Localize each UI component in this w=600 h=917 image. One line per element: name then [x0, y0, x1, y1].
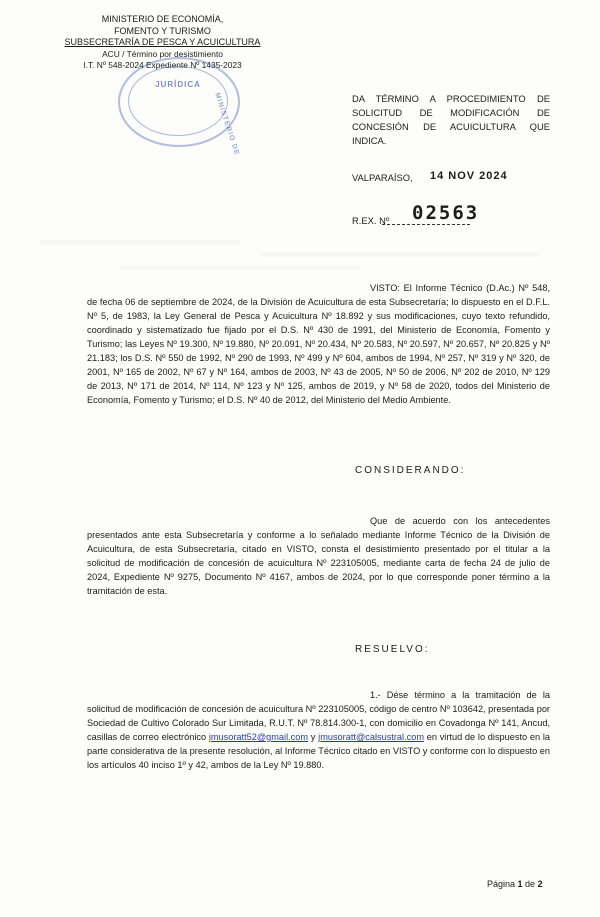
- point1-text-b: y: [308, 732, 319, 742]
- email-link-1[interactable]: jmusoratt52@gmail.com: [208, 732, 309, 742]
- considerando-heading: CONSIDERANDO:: [355, 465, 466, 476]
- ministry-line-2: FOMENTO Y TURISMO: [114, 25, 211, 36]
- point1-text-a: 1.- Dése término a la tramitación de la solicitud de modificación de concesión de acuicultura Nº 223105005, código de centro Nº 103642, presentada por Sociedad de Cultivo Colorado Sur Limitada, R.U.T. Nº 78.814.300-1, con domicilio en Covadonga Nº 141, Ancud, casillas de correo electrónico: [87, 690, 550, 742]
- page-middle: de: [522, 879, 538, 889]
- email-link-2[interactable]: jmusoratt@calsustral.com: [318, 732, 424, 742]
- bleed-through-mark: [120, 265, 360, 270]
- resuelvo-heading: RESUELVO:: [355, 644, 430, 655]
- resolution-label: R.EX. Nº: [352, 215, 390, 226]
- stamp-text: JURÍDICA: [155, 80, 201, 89]
- resolution-title: DA TÉRMINO A PROCEDIMIENTO DE SOLICITUD DE MODIFICACIÓN DE CONCESIÓN DE ACUICULTURA QUE INDICA.: [352, 93, 550, 146]
- total-pages: 2: [537, 879, 543, 889]
- reference-line-2: I.T. Nº 548-2024 Expediente Nº 1435-2023: [83, 60, 242, 71]
- ministry-line-1: MINISTERIO DE ECONOMÍA,: [101, 14, 224, 24]
- bleed-through-mark: [40, 240, 240, 245]
- resolution-number: 02563: [412, 202, 480, 224]
- page-prefix: Página: [487, 879, 518, 889]
- stamp-edge-text: MINISTERIO DE: [213, 92, 241, 157]
- bleed-through-mark: [260, 252, 540, 257]
- resolution-number-line: [382, 224, 470, 225]
- reference-line-1: ACU / Término por desistimiento: [102, 48, 223, 59]
- current-page: 1: [517, 879, 523, 889]
- date-stamp: 14 NOV 2024: [430, 170, 508, 182]
- point1-text-c: en virtud de lo dispuesto en la parte considerativa de la presente resolución, al Informe Técnico citado en VISTO y conforme con lo dispuesto en los artículos 40 inciso 1º y 42, ambos de la Ley Nº 19.880.: [87, 732, 551, 770]
- considerando-paragraph: Que de acuerdo con los antecedentes presentados ante esta Subsecretaría y conforme a lo señalado mediante Informe Técnico de la División de Acuicultura, de esta Subsecretaría, citado en VISTO, consta el desistimiento presentado por el titular a la solicitud de modificación de concesión de acuicultura Nº 223105005, mediante carta de fecha 24 de julio de 2024, Expediente Nº 9275, Documento Nº 4167, ambos de 2024, por lo que corresponde poner término a la tramitación de esta.: [87, 516, 550, 596]
- resolution-point-1: [87, 688, 550, 772]
- visto-paragraph: VISTO: El Informe Técnico (D.Ac.) Nº 548, de fecha 06 de septiembre de 2024, de la División de Acuicultura de esta Subsecretaría; lo dispuesto en el D.F.L. Nº 5, de 1983, la Ley General de Pesca y Acuicultura Nº 18.892 y sus modificaciones, cuyo texto refundido, coordinado y sistematizado fue fijado por el D.S. Nº 430 de 1991, del Ministerio de Economía, Fomento y Turismo; las Leyes Nº 19.300, Nº 19.880, Nº 20.091, Nº 20.434, Nº 20.583, Nº 20.597, Nº 20.657, Nº 20.825 y Nº 21.183; los D.S. Nº 550 de 1992, Nº 290 de 1993, Nº 499 y Nº 604, ambos de 1994, Nº 257, Nº 319 y Nº 320, de 2001, Nº 165 de 2002, Nº 67 y Nº 164, ambos de 2003, Nº 43 de 2005, Nº 50 de 2006, Nº 202 de 2010, Nº 129 de 2013, Nº 171 de 2014, Nº 114, Nº 123 y Nº 125, ambos de 2019, y Nº 58 de 2020, todos del Ministerio de Economía, Fomento y Turismo; el D.S. Nº 40 de 2012, del Ministerio del Medio Ambiente.: [87, 283, 550, 405]
- place: VALPARAÍSO,: [352, 172, 413, 183]
- page-indicator: [487, 879, 543, 889]
- undersecretariat-name: SUBSECRETARÍA DE PESCA Y ACUICULTURA: [64, 37, 261, 48]
- stamp-inner-ring: [128, 66, 228, 136]
